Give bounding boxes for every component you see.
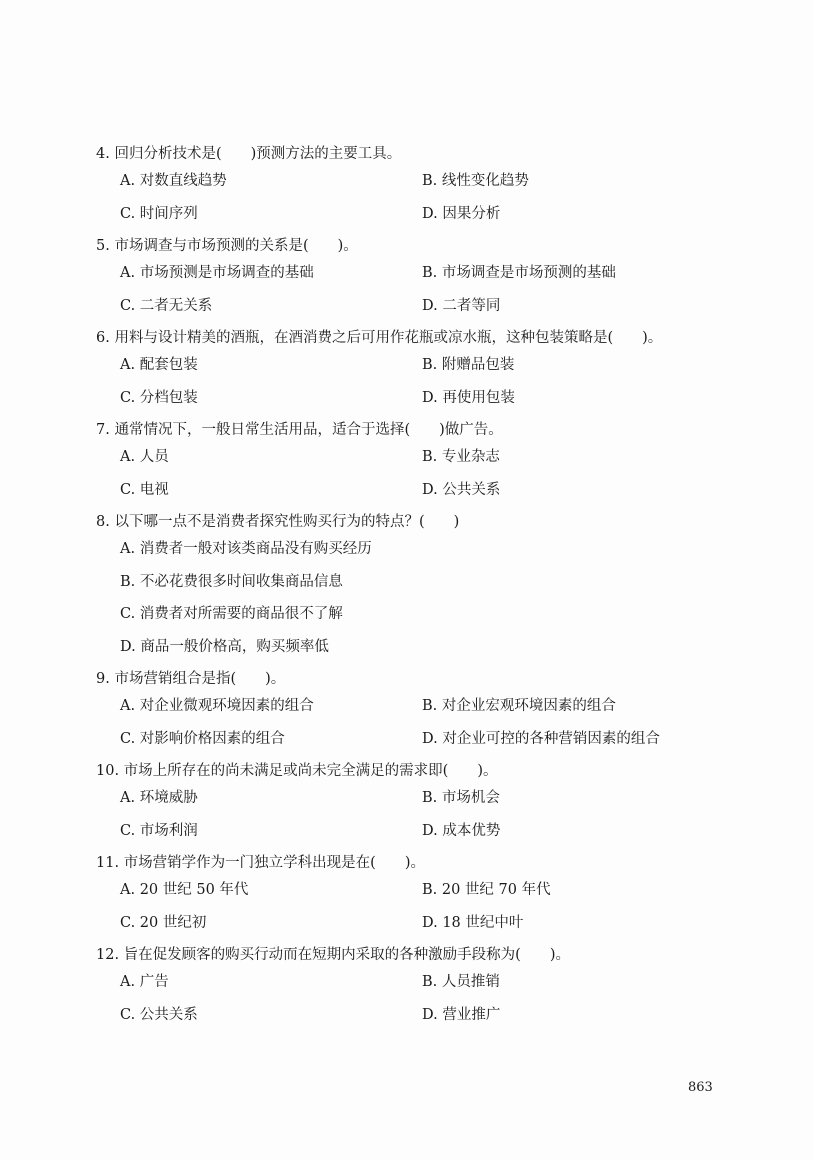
question-block-q12 [96, 942, 736, 1034]
options-q10 [120, 785, 736, 850]
question-block-q8 [96, 509, 736, 666]
option-q9-c: C. 对影响价格因素的组合 [120, 730, 285, 747]
question-block-q4 [96, 141, 736, 233]
option-q9-d: D. 对企业可控的各种营销因素的组合 [422, 730, 660, 747]
option-q8-c: C. 消费者对所需要的商品很不了解 [120, 606, 343, 622]
option-q4-d: D. 因果分析 [422, 205, 501, 222]
question-block-q6 [96, 325, 736, 417]
option-q7-d: D. 公共关系 [422, 481, 501, 498]
option-q8-d: D. 商品一般价格高，购买频率低 [120, 638, 329, 655]
option-q8-a: A. 消费者一般对该类商品没有购买经历 [120, 541, 372, 557]
option-q9-a: A. 对企业微观环境因素的组合 [120, 698, 314, 714]
question-stem-q10: 10. 市场上所存在的尚未满足或尚未完全满足的需求即( )。 [96, 763, 498, 779]
option-q4-c: C. 时间序列 [120, 205, 198, 222]
question-stem-q11: 11. 市场营销学作为一门独立学科出现是在( )。 [96, 855, 425, 871]
option-q12-d: D. 营业推广 [422, 1006, 501, 1023]
question-stem-q9: 9. 市场营销组合是指( )。 [96, 671, 286, 687]
option-q5-a: A. 市场预测是市场调查的基础 [120, 265, 314, 281]
question-stem-q7: 7. 通常情况下，一般日常生活用品，适合于选择( )做广告。 [96, 422, 503, 438]
options-q9 [120, 693, 736, 758]
options-q6 [120, 352, 736, 417]
question-block-q11 [96, 850, 736, 942]
option-q11-b: B. 20 世纪 70 年代 [422, 882, 551, 898]
option-q6-c: C. 分档包装 [120, 389, 198, 406]
question-stem-q4: 4. 回归分析技术是( )预测方法的主要工具。 [96, 146, 402, 162]
option-q5-d: D. 二者等同 [422, 297, 501, 314]
question-list [96, 141, 736, 1034]
option-q4-a: A. 对数直线趋势 [120, 173, 227, 189]
option-q6-a: A. 配套包装 [120, 357, 198, 373]
option-q12-c: C. 公共关系 [120, 1006, 198, 1023]
options-q11 [120, 877, 736, 942]
option-q12-b: B. 人员推销 [422, 974, 500, 990]
question-block-q5 [96, 233, 736, 325]
option-q9-b: B. 对企业宏观环境因素的组合 [422, 698, 616, 714]
question-stem-q6: 6. 用料与设计精美的酒瓶，在酒消费之后可用作花瓶或凉水瓶，这种包装策略是( )。 [96, 330, 663, 346]
options-q12 [120, 969, 736, 1034]
option-q7-b: B. 专业杂志 [422, 449, 500, 465]
question-block-q10 [96, 758, 736, 850]
option-q4-b: B. 线性变化趋势 [422, 173, 529, 189]
option-q11-c: C. 20 世纪初 [120, 914, 207, 931]
page-number: 863 [688, 1080, 713, 1095]
question-block-q7 [96, 417, 736, 509]
option-q5-b: B. 市场调查是市场预测的基础 [422, 265, 616, 281]
options-q5 [120, 260, 736, 325]
option-q10-c: C. 市场利润 [120, 822, 198, 839]
question-stem-q8: 8. 以下哪一点不是消费者探究性购买行为的特点？( ) [96, 514, 460, 530]
option-q5-c: C. 二者无关系 [120, 297, 213, 314]
option-q10-d: D. 成本优势 [422, 822, 501, 839]
option-q11-d: D. 18 世纪中叶 [422, 914, 524, 931]
option-q7-c: C. 电视 [120, 481, 169, 498]
option-q6-d: D. 再使用包装 [422, 389, 515, 406]
option-q8-b: B. 不必花费很多时间收集商品信息 [120, 573, 343, 590]
options-q7 [120, 444, 736, 509]
option-q10-a: A. 环境威胁 [120, 790, 198, 806]
option-q7-a: A. 人员 [120, 449, 169, 465]
option-q10-b: B. 市场机会 [422, 790, 500, 806]
question-block-q9 [96, 666, 736, 758]
options-q8 [120, 536, 736, 666]
question-stem-q12: 12. 旨在促发顾客的购买行动而在短期内采取的各种激励手段称为( )。 [96, 947, 570, 963]
question-stem-q5: 5. 市场调查与市场预测的关系是( )。 [96, 238, 358, 254]
option-q6-b: B. 附赠品包装 [422, 357, 515, 373]
option-q12-a: A. 广告 [120, 974, 169, 990]
options-q4 [120, 168, 736, 233]
option-q11-a: A. 20 世纪 50 年代 [120, 882, 249, 898]
